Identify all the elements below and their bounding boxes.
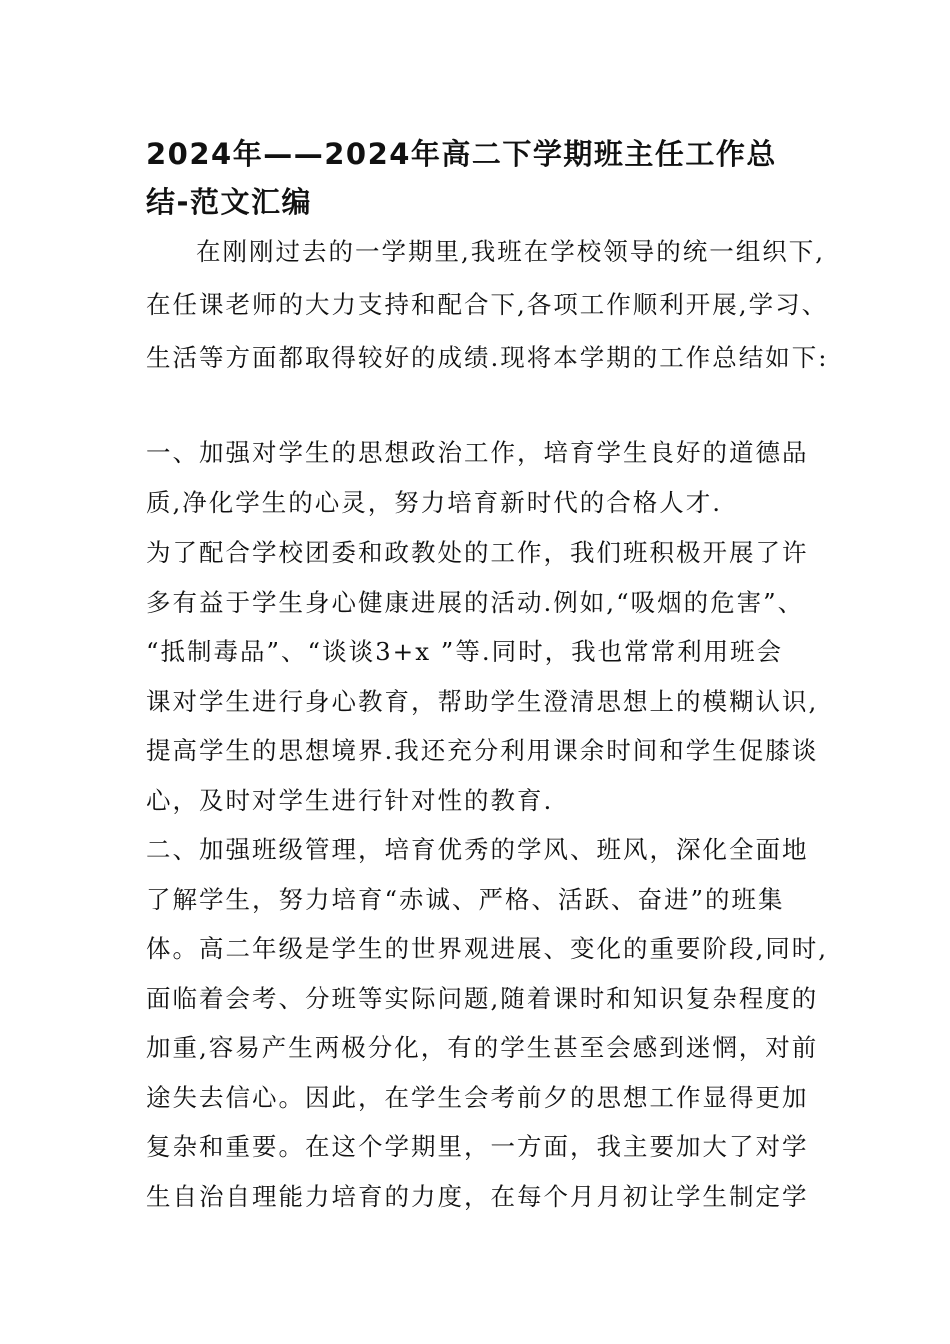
intro-line-2: 在任课老师的大力支持和配合下,各项工作顺利开展,学习、 [146, 290, 829, 319]
body-line: 面临着会考、分班等实际问题,随着课时和知识复杂程度的 [146, 984, 819, 1013]
section-2-heading-line-1: 二、加强班级管理，培育优秀的学风、班风，深化全面地 [146, 835, 809, 864]
body-line: 途失去信心。因此，在学生会考前夕的思想工作显得更加 [146, 1083, 809, 1112]
intro-line-3: 生活等方面都取得较好的成绩.现将本学期的工作总结如下: [146, 343, 829, 372]
body-line: 提高学生的思想境界.我还充分利用课余时间和学生促膝谈 [146, 736, 819, 765]
body-line: “抵制毒品”、“谈谈3+x ”等.同时，我也常常利用班会 [146, 637, 784, 666]
body-line: 为了配合学校团委和政教处的工作，我们班积极开展了许 [146, 538, 809, 567]
body-line: 课对学生进行身心教育，帮助学生澄清思想上的模糊认识, [146, 687, 819, 716]
body-line: 生自治自理能力培育的力度，在每个月月初让学生制定学 [146, 1182, 809, 1211]
body-line: 多有益于学生身心健康进展的活动.例如,“吸烟的危害”、 [146, 588, 805, 617]
document-title-line-2: 结-范文汇编 [146, 185, 313, 219]
section-1-heading-line-1: 一、加强对学生的思想政治工作，培育学生良好的道德品 [146, 438, 809, 467]
body-line: 复杂和重要。在这个学期里，一方面，我主要加大了对学 [146, 1132, 809, 1161]
body-line: 心，及时对学生进行针对性的教育. [146, 786, 554, 815]
intro-line-1: 在刚刚过去的一学期里,我班在学校领导的统一组织下, [196, 237, 826, 266]
body-line: 了解学生，努力培育“赤诚、严格、活跃、奋进”的班集 [146, 885, 785, 914]
document-title-line-1: 2024年——2024年高二下学期班主任工作总 [146, 137, 777, 171]
section-1-heading-line-2: 质,净化学生的心灵，努力培育新时代的合格人才. [146, 488, 723, 517]
body-line: 体。高二年级是学生的世界观进展、变化的重要阶段,同时, [146, 934, 829, 963]
body-line: 加重,容易产生两极分化，有的学生甚至会感到迷惘，对前 [146, 1033, 819, 1062]
